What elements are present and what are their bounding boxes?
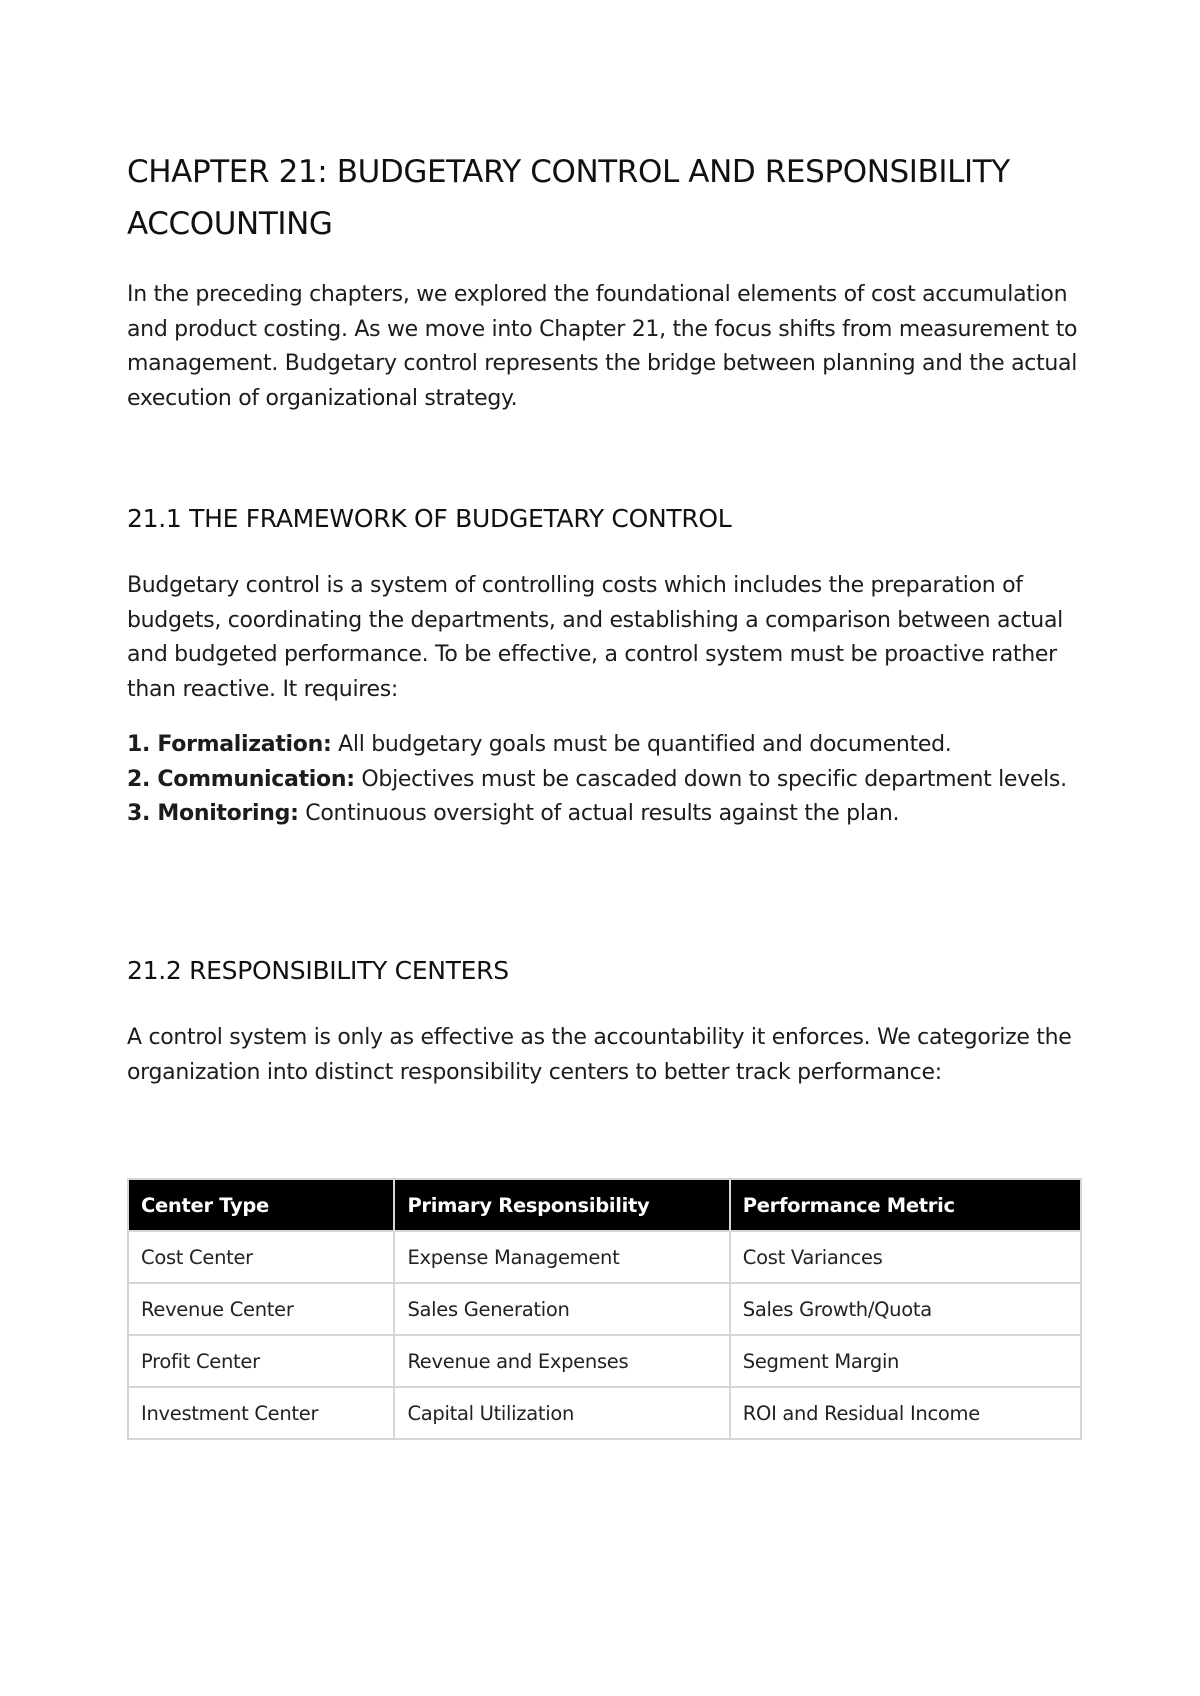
table-cell: Cost Center	[128, 1231, 394, 1283]
table-row	[128, 1231, 1081, 1283]
section-heading-21-1: 21.1 THE FRAMEWORK OF BUDGETARY CONTROL	[127, 504, 732, 533]
list-item-text: All budgetary goals must be quantified and documented.	[331, 732, 952, 757]
table-cell: Profit Center	[128, 1335, 394, 1387]
requirements-list	[127, 728, 1082, 832]
table-cell: Expense Management	[394, 1231, 729, 1283]
list-item-text: Objectives must be cascaded down to specific department levels.	[354, 766, 1067, 792]
list-item	[127, 797, 1082, 832]
chapter-title: CHAPTER 21: BUDGETARY CONTROL AND RESPONSIBILITY ACCOUNTING	[127, 154, 1010, 242]
intro-paragraph: In the preceding chapters, we explored the foundational elements of cost accumulation and product costing. As we move into Chapter 21, the focus shifts from measurement to management. Budgetary control represents the bridge between planning and the actual execution of organizational strategy.	[127, 282, 1078, 411]
table-cell: Revenue and Expenses	[394, 1335, 729, 1387]
table-cell: Revenue Center	[128, 1283, 394, 1335]
list-item-text: Continuous oversight of actual results against the plan.	[298, 801, 900, 826]
table-cell: Cost Variances	[730, 1231, 1081, 1283]
table-cell: Sales Growth/Quota	[730, 1283, 1081, 1335]
header-center-type: Center Type	[128, 1179, 394, 1231]
list-item	[127, 728, 1082, 763]
section-heading-21-2: 21.2 RESPONSIBILITY CENTERS	[127, 956, 509, 985]
list-item-label: 1. Formalization:	[127, 732, 332, 757]
table-cell: Investment Center	[128, 1387, 394, 1439]
table-row	[128, 1283, 1081, 1335]
list-item-label: 3. Monitoring:	[127, 801, 299, 826]
list-item-label: 2. Communication:	[127, 766, 355, 792]
table-cell: Sales Generation	[394, 1283, 729, 1335]
section-21-2-paragraph: A control system is only as effective as the accountability it enforces. We categorize the organization into distinct responsibility centers to better track performance:	[127, 1025, 1072, 1085]
header-performance-metric: Performance Metric	[730, 1179, 1081, 1231]
table-cell: ROI and Residual Income	[730, 1387, 1081, 1439]
table-cell: Segment Margin	[730, 1335, 1081, 1387]
responsibility-centers-table	[127, 1178, 1082, 1440]
table-row	[128, 1387, 1081, 1439]
header-primary-responsibility: Primary Responsibility	[394, 1179, 729, 1231]
table-cell: Capital Utilization	[394, 1387, 729, 1439]
table-header-row	[128, 1179, 1081, 1231]
section-21-1-paragraph: Budgetary control is a system of controlling costs which includes the preparation of budgets, coordinating the departments, and establishing a comparison between actual and budgeted performance. To be effective, a control system must be proactive rather than reactive. It requires:	[127, 573, 1063, 702]
list-item	[127, 763, 1082, 798]
table-row	[128, 1335, 1081, 1387]
